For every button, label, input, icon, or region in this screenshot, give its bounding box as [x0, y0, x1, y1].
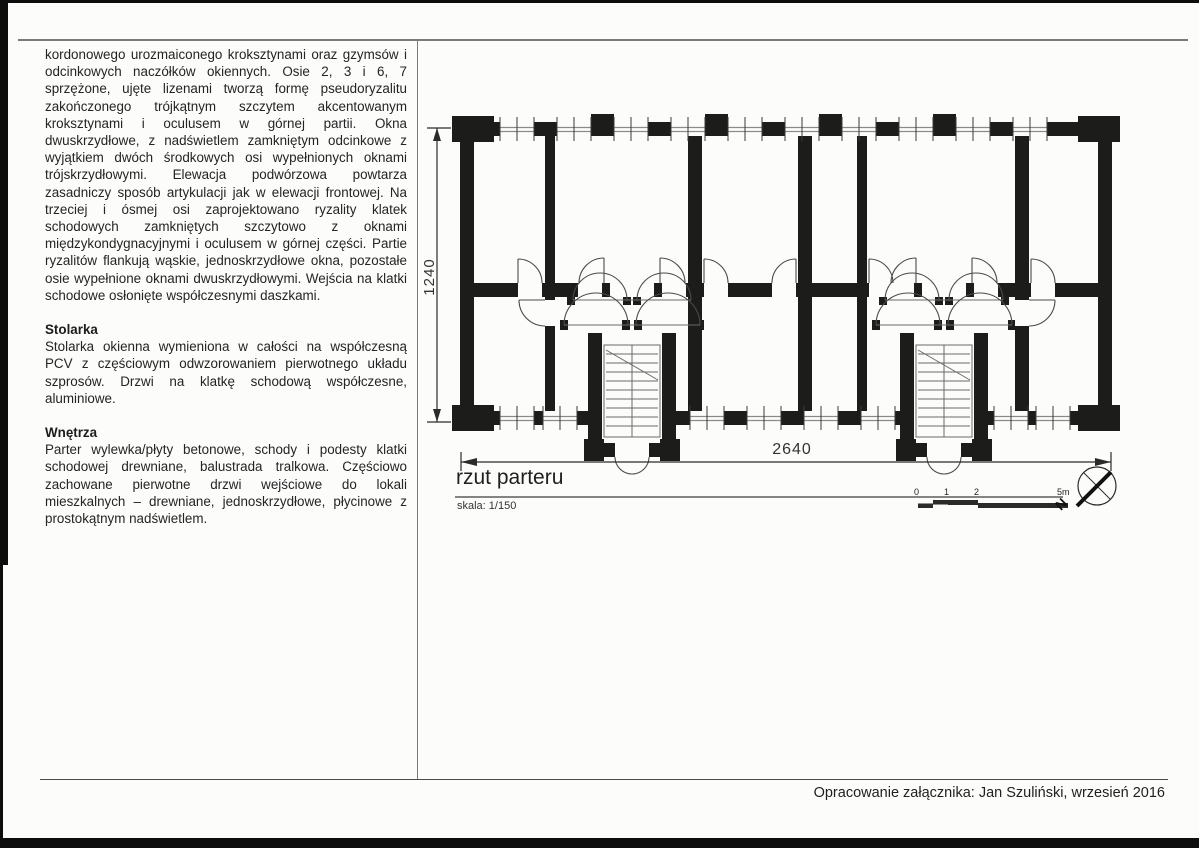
scalebar-tick-1: 1 [944, 487, 950, 497]
section-body-stolarka: Stolarka okienna wymieniona w całości na współczesną PCV z częściowym odwzorowaniem pierwotnego układu szprosów. Drzwi na klatkę schodową współczesne, aluminiowe. [45, 339, 407, 406]
column-divider [417, 40, 418, 780]
header-rule [18, 39, 1188, 41]
scan-edge-left [0, 0, 8, 565]
scan-edge-left-lower [0, 565, 3, 848]
dim-horizontal-label: 2640 [772, 441, 812, 458]
section-heading-stolarka: Stolarka [45, 322, 98, 338]
plan-title: rzut parteru [456, 466, 564, 489]
north-label: N [1051, 494, 1071, 514]
footer-credit: Opracowanie załącznika: Jan Szuliński, wrzesień 2016 [813, 785, 1165, 801]
plan-scale-label: skala: 1/150 [457, 500, 517, 512]
scalebar-tick-2: 2 [974, 487, 980, 497]
dim-vertical-label: 1240 [421, 258, 438, 296]
scalebar-tick-0: 0 [914, 487, 920, 497]
scan-edge-bottom [0, 838, 1199, 848]
intro-paragraph: kordonowego urozmaiconego kroksztynami oraz gzymsów i odcinkowych naczółków okiennych. Osie 2, 3 i 6, 7 sprzężone, ujęte lizenami tworzą formę pseudoryzalitu zakończonego trójkątnym szczytem akcentowanym kroksztynami i oculusem w górnej partii. Okna dwuskrzydłowe, z nadświetlem zamkniętym odcinkowe z wyjątkiem dwóch środkowych osi wypełnionych oknami trójskrzydłowymi. Elewacja podwórzowa powtarza zasadniczy sposób artykulacji jak w elewacji frontowej. Na trzeciej i ósmej osi zaprojektowano ryzality klatek schodowych zamkniętych szczytowo z oknami międzykondygnacyjnymi i oculusem w górnej części. Partie ryzalitów flankują wąskie, jednoskrzydłowe okna, pozostałe osie wypełnione oknami dwuskrzydłowymi. Wejścia na klatki schodowe osłonięte współczesnymi daszkami. [45, 47, 407, 303]
scalebar-tick-5m: 5m [1057, 487, 1070, 497]
scan-edge-top [0, 0, 1199, 3]
scalebar [918, 500, 1068, 508]
text-column [45, 46, 407, 527]
footer-rule [40, 779, 1168, 780]
north-arrow-icon [1077, 467, 1116, 506]
section-body-wnetrza: Parter wylewka/płyty betonowe, schody i podesty klatki schodowej drewniane, balustrada tralkowa. Częściowo zachowane pierwotne drzwi wejściowe do lokali mieszkalnych – drewniane, jednoskrzydłowe, płycinowe z prostokątnym nadświetlem. [45, 442, 407, 527]
section-heading-wnetrza: Wnętrza [45, 425, 98, 441]
